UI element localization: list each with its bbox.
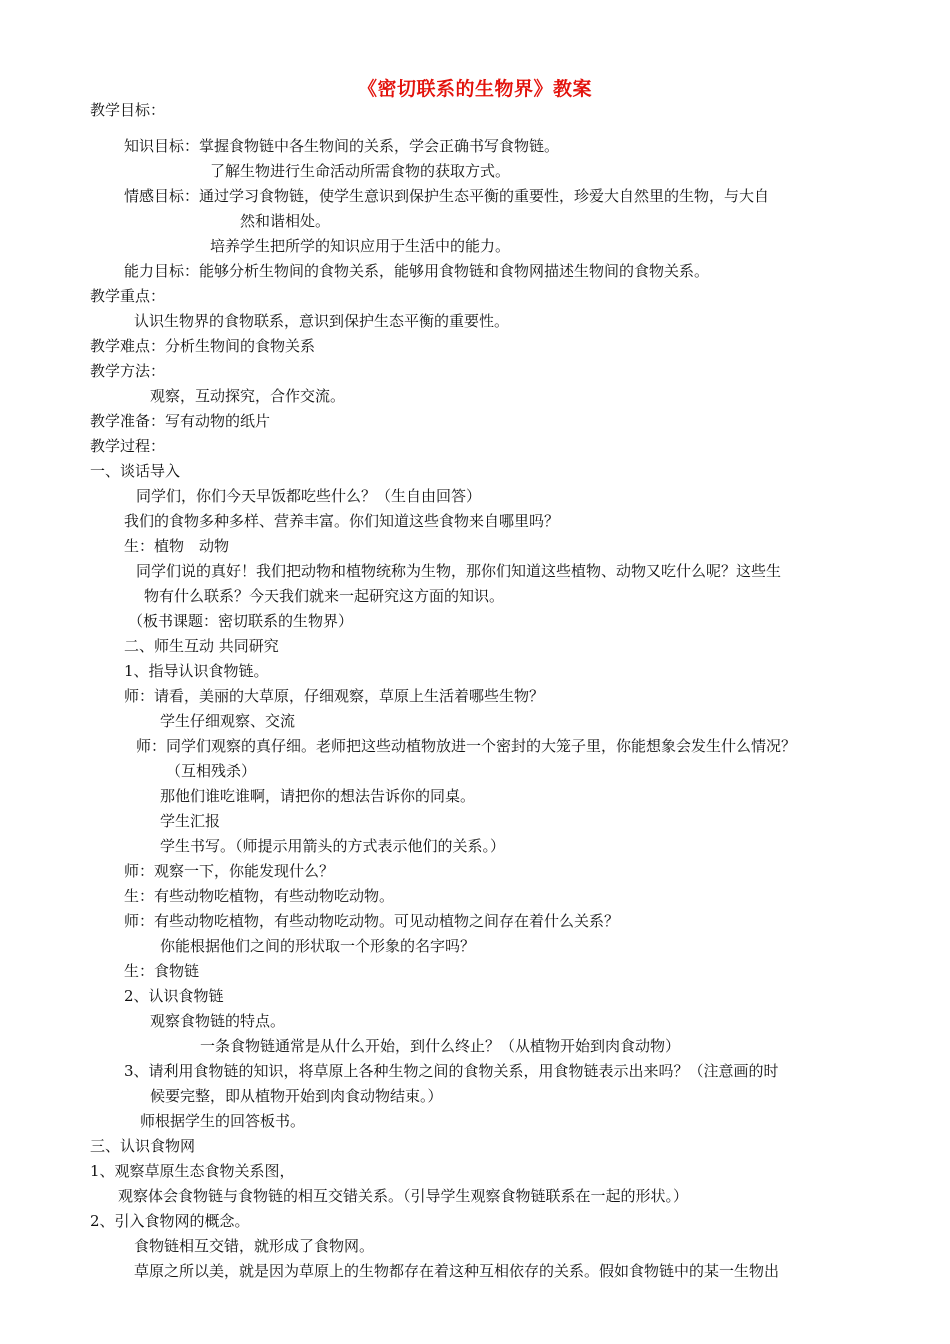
text-line: 三、认识食物网	[90, 1137, 196, 1155]
text-line: 学生汇报	[160, 812, 221, 830]
text-line: 师根据学生的回答板书。	[140, 1112, 306, 1130]
text-line: 教学准备：写有动物的纸片	[90, 412, 271, 430]
text-line: 观察，互动探究，合作交流。	[150, 387, 346, 405]
text-line: 教学过程：	[90, 437, 166, 455]
text-line: 师：观察一下，你能发现什么？	[124, 862, 335, 880]
text-line: 你能根据他们之间的形状取一个形象的名字吗？	[160, 937, 476, 955]
text-line: 师：同学们观察的真仔细。老师把这些动植物放进一个密封的大笼子里，你能想象会发生什么情况？	[136, 737, 797, 755]
text-line: 生：植物 动物	[124, 537, 230, 555]
text-line: 教学方法：	[90, 362, 166, 380]
text-line: 学生仔细观察、交流	[160, 712, 296, 730]
text-line: 培养学生把所学的知识应用于生活中的能力。	[210, 237, 511, 255]
text-line: 3、请利用食物链的知识，将草原上各种生物之间的食物关系，用食物链表示出来吗？（注意画的时	[124, 1062, 779, 1080]
text-line: 同学们说的真好！我们把动物和植物统称为生物，那你们知道这些植物、动物又吃什么呢？这些生	[136, 562, 782, 580]
text-line: 一、谈话导入	[90, 462, 181, 480]
text-line: 教学目标：	[90, 101, 166, 119]
text-line: 学生书写。（师提示用箭头的方式表示他们的关系。）	[160, 837, 506, 855]
text-line: 观察体会食物链与食物链的相互交错关系。（引导学生观察食物链联系在一起的形状。）	[118, 1187, 689, 1205]
text-line: （互相残杀）	[166, 762, 257, 780]
text-line: 同学们，你们今天早饭都吃些什么？（生自由回答）	[136, 487, 482, 505]
text-line: 了解生物进行生命活动所需食物的获取方式。	[210, 162, 511, 180]
text-line: 教学难点：分析生物间的食物关系	[90, 337, 316, 355]
text-line: 能力目标：能够分析生物间的食物关系，能够用食物链和食物网描述生物间的食物关系。	[124, 262, 710, 280]
text-line: 二、师生互动 共同研究	[124, 637, 279, 655]
text-line: 知识目标：掌握食物链中各生物间的关系，学会正确书写食物链。	[124, 137, 560, 155]
text-line: 教学重点：	[90, 287, 166, 305]
text-line: 食物链相互交错，就形成了食物网。	[134, 1237, 375, 1255]
text-line: 2、认识食物链	[124, 987, 224, 1005]
text-line: 我们的食物多种多样、营养丰富。你们知道这些食物来自哪里吗？	[124, 512, 560, 530]
document-title: 《密切联系的生物界》教案	[357, 78, 592, 100]
text-line: 一条食物链通常是从什么开始，到什么终止？（从植物开始到肉食动物）	[200, 1037, 681, 1055]
text-line: 情感目标：通过学习食物链，使学生意识到保护生态平衡的重要性，珍爱大自然里的生物，与大自	[124, 187, 770, 205]
text-line: 师：有些动物吃植物，有些动物吃动物。可见动植物之间存在着什么关系？	[124, 912, 620, 930]
text-line: 候要完整，即从植物开始到肉食动物结束。）	[150, 1087, 443, 1105]
text-line: 物有什么联系？今天我们就来一起研究这方面的知识。	[144, 587, 505, 605]
text-line: 然和谐相处。	[240, 212, 331, 230]
text-line: 那他们谁吃谁啊，请把你的想法告诉你的同桌。	[160, 787, 476, 805]
text-line: 草原之所以美，就是因为草原上的生物都存在着这种互相依存的关系。假如食物链中的某一生物出	[134, 1262, 780, 1280]
text-line: （板书课题：密切联系的生物界）	[128, 612, 354, 630]
text-line: 1、指导认识食物链。	[124, 662, 269, 680]
text-line: 1、观察草原生态食物关系图，	[90, 1162, 295, 1180]
text-line: 观察食物链的特点。	[150, 1012, 286, 1030]
text-line: 生：有些动物吃植物，有些动物吃动物。	[124, 887, 395, 905]
text-line: 生：食物链	[124, 962, 200, 980]
text-line: 认识生物界的食物联系，意识到保护生态平衡的重要性。	[134, 312, 510, 330]
text-line: 2、引入食物网的概念。	[90, 1212, 250, 1230]
text-line: 师：请看，美丽的大草原，仔细观察，草原上生活着哪些生物？	[124, 687, 545, 705]
